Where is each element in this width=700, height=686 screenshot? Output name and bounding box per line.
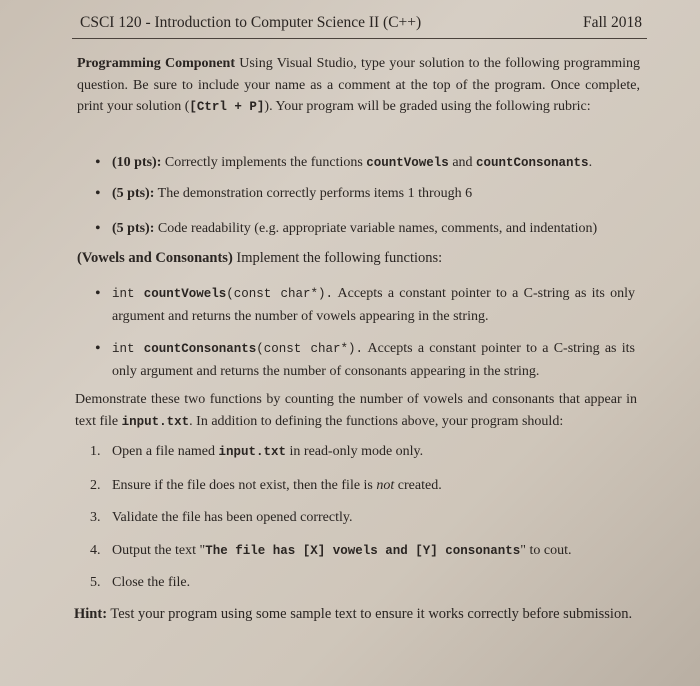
step-text: in read-only mode only. — [286, 444, 424, 459]
rubric-points: (5 pts): — [112, 221, 155, 236]
bullet-icon: • — [95, 185, 101, 202]
rubric-points: (5 pts): — [112, 186, 155, 201]
step-text: Close the file. — [112, 575, 191, 590]
step-number: 3. — [90, 510, 101, 525]
step-item — [90, 441, 424, 464]
step-item — [90, 572, 191, 594]
step-text: created. — [394, 478, 442, 493]
function-desc: Accepts a constant pointer to a C-string as its only argument and returns the number of consonants appearing in the string. — [112, 341, 635, 379]
code: The file has [X] vowels and [Y] consonants — [205, 544, 521, 558]
bullet-icon: • — [95, 154, 101, 171]
rubric-item — [95, 218, 652, 240]
header-rule — [72, 38, 647, 39]
rubric-text: Correctly implements the functions — [161, 155, 367, 170]
emphasis: not — [376, 478, 395, 493]
function-item — [95, 283, 635, 327]
intro-text: Using Visual Studio, type your solution to the following programming question. Be sure to include your name as a comment at the top of the program. Once complete, print your solution ( — [77, 56, 641, 115]
step-text: Ensure if the file does not exist, then the file is — [112, 478, 377, 493]
code: countConsonants — [143, 342, 257, 356]
rubric-text: The demonstration correctly performs items 1 through 6 — [154, 186, 473, 201]
rubric-item — [95, 152, 652, 175]
step-item — [90, 540, 572, 563]
bullet-icon: • — [95, 285, 101, 302]
step-number: 4. — [90, 543, 101, 558]
code: countVowels — [143, 287, 227, 301]
bullet-icon: • — [95, 220, 101, 237]
rubric-item — [95, 183, 652, 205]
demo-paragraph — [75, 389, 637, 433]
code: input.txt — [121, 414, 190, 429]
rubric-text: Code readability (e.g. appropriate variable names, comments, and indentation) — [154, 221, 598, 236]
step-number: 5. — [90, 575, 101, 590]
step-number: 1. — [90, 444, 101, 459]
section-heading: (Vowels and Consonants) — [77, 250, 233, 266]
bullet-icon: • — [95, 340, 101, 357]
demo-text: Demonstrate these two functions by counting the number of vowels and consonants that appear in text file — [75, 392, 637, 429]
step-text: Open a file named — [112, 444, 219, 459]
term: Fall 2018 — [583, 14, 642, 31]
course-title: CSCI 120 - Introduction to Computer Science II (C++) — [80, 14, 422, 31]
code: (const char*). — [256, 342, 364, 356]
shortcut: [Ctrl + P] — [189, 100, 265, 115]
code: int — [112, 287, 144, 301]
rubric-text: . — [588, 155, 593, 170]
intro-text-2: ). Your program will be graded using the following rubric: — [264, 99, 591, 115]
function-desc: Accepts a constant pointer to a C-string as its only argument and returns the number of vowels appearing in the string. — [112, 286, 635, 324]
code: input.txt — [218, 445, 287, 459]
intro-paragraph — [77, 53, 640, 119]
code: (const char*). — [226, 287, 334, 301]
code: countConsonants — [476, 156, 589, 170]
rubric-points: (10 pts): — [112, 155, 162, 170]
step-item — [90, 507, 353, 529]
demo-text: . In addition to defining the functions above, your program should: — [189, 413, 564, 429]
code: countVowels — [366, 156, 449, 170]
step-number: 2. — [90, 478, 101, 493]
code: int — [112, 342, 144, 356]
rubric-text: and — [448, 155, 477, 170]
step-item — [90, 475, 442, 497]
function-item — [95, 338, 635, 382]
step-text: " to cout. — [520, 543, 572, 558]
intro-heading: Programming Component — [77, 56, 235, 71]
hint-label: Hint: — [74, 606, 108, 622]
step-text: Output the text " — [112, 543, 206, 558]
section-text: Implement the following functions: — [232, 250, 443, 266]
hint-text: Test your program using some sample text to ensure it works correctly before submission. — [107, 606, 633, 622]
hint — [74, 604, 632, 626]
step-text: Validate the file has been opened correctly. — [112, 510, 353, 525]
vowels-section — [77, 248, 640, 270]
